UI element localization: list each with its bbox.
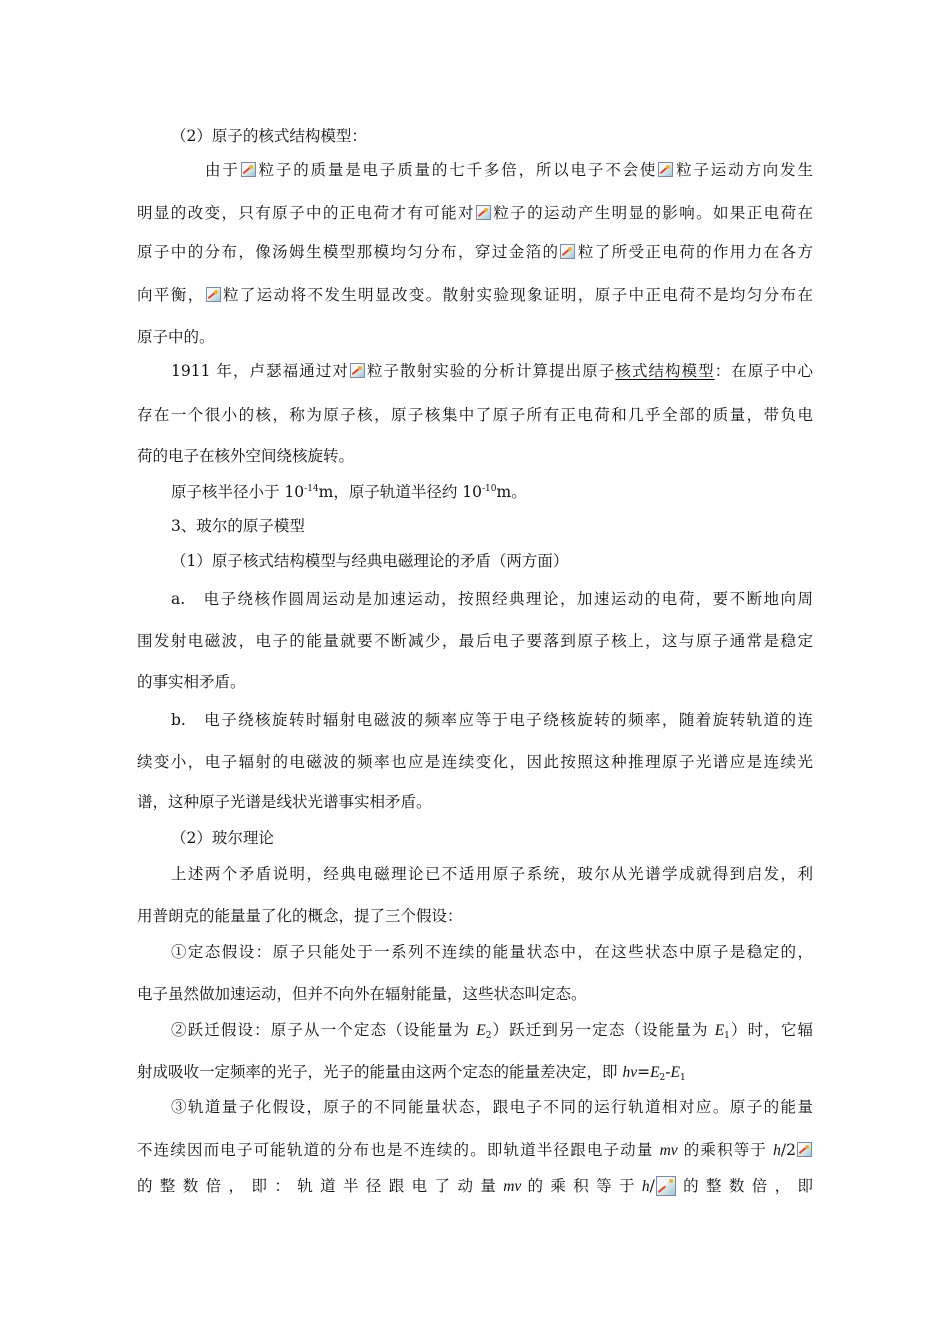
text: ）时，它辐 xyxy=(729,1021,813,1039)
paragraph-line: 续变小，电子辐射的电磁波的频率也应是连续变化，因此按照这种推理原子光谱应是连续光 xyxy=(137,753,813,771)
math-var: E xyxy=(714,1022,725,1039)
broken-image-icon xyxy=(350,363,365,378)
paragraph-line xyxy=(205,160,813,180)
subscript: 2 xyxy=(659,1073,666,1083)
paragraph-line: 原子中的。 xyxy=(137,328,215,346)
paragraph-line: a. 电子绕核作圆周运动是加速运动，按照经典理论，加速运动的电荷，要不断地向周 xyxy=(171,590,813,608)
broken-image-icon xyxy=(241,162,256,177)
paragraph-line xyxy=(171,482,813,502)
math-var: E xyxy=(670,1064,680,1081)
math-var: E xyxy=(476,1022,486,1039)
math-var: h xyxy=(641,1178,650,1195)
superscript: -14 xyxy=(304,484,319,494)
text: 的 整 数 倍 ， 即 xyxy=(676,1177,814,1195)
math-var: mv xyxy=(503,1178,522,1195)
paragraph-line: ①定态假设：原子只能处于一系列不连续的能量状态中，在这些状态中原子是稳定的， xyxy=(171,943,813,961)
text: 射成吸收一定频率的光子，光子的能量由这两个定态的能量差决定，即 xyxy=(137,1063,623,1081)
broken-image-icon xyxy=(656,1176,676,1196)
text: 由于 xyxy=(205,161,240,179)
subsection-heading-bohr-theory: （2）玻尔理论 xyxy=(171,829,274,847)
paragraph-line: 谱，这种原子光谱是线状光谱事实相矛盾。 xyxy=(137,793,432,811)
paragraph-line xyxy=(137,203,813,223)
paragraph-line xyxy=(137,1176,813,1197)
subsection-heading-contradiction: （1）原子核式结构模型与经典电磁理论的矛盾（两方面） xyxy=(171,552,569,570)
section-heading-nuclear-model: （2）原子的核式结构模型： xyxy=(171,127,367,145)
text: 1911 年，卢瑟福通过对 xyxy=(171,362,349,380)
text: 粒了运动将不发生明显改变。散射实验现象证明，原子中正电荷不是均匀分布在 xyxy=(221,286,813,304)
superscript: -10 xyxy=(482,484,497,494)
broken-image-icon xyxy=(206,287,221,302)
paragraph-line: 上述两个矛盾说明，经典电磁理论已不适用原子系统，玻尔从光谱学成就得到启发，利 xyxy=(171,865,813,883)
paragraph-line: ③轨道量子化假设，原子的不同能量状态，跟电子不同的运行轨道相对应。原子的能量 xyxy=(171,1098,813,1116)
text: / xyxy=(649,1177,655,1195)
text: 原子中的分布，像汤姆生模型那模均匀分布，穿过金箔的 xyxy=(137,243,560,261)
subscript: 1 xyxy=(724,1031,730,1041)
text: 粒子的运动产生明显的影响。如果正电荷在 xyxy=(491,204,813,222)
text: - xyxy=(665,1063,671,1081)
paragraph-line: 荷的电子在核外空间绕核旋转。 xyxy=(137,447,355,465)
paragraph-line xyxy=(171,361,813,381)
text: ②跃迁假设：原子从一个定态（设能量为 xyxy=(171,1021,477,1039)
text: 不连续因而电子可能轨道的分布也是不连续的。即轨道半径跟电子动量 xyxy=(137,1141,660,1159)
paragraph-line: b. 电子绕核旋转时辐射电磁波的频率应等于电子绕核旋转的频率，随着旋转轨道的连 xyxy=(171,711,813,729)
text: 粒子散射实验的分析计算提出原子 xyxy=(365,362,616,380)
paragraph-line xyxy=(137,285,813,305)
text: m，原子轨道半径约 10 xyxy=(318,483,483,501)
paragraph-line: 围发射电磁波，电子的能量就要不断减少，最后电子要落到原子核上，这与原子通常是稳定 xyxy=(137,632,813,650)
paragraph-line: 存在一个很小的核，称为原子核，原子核集中了原子所有正电荷和几乎全部的质量，带负电 xyxy=(137,406,813,424)
text: 粒子的质量是电子质量的七千多倍，所以电子不会使 xyxy=(256,161,658,179)
paragraph-line xyxy=(137,1062,813,1083)
text: 的 乘 积 等 于 xyxy=(521,1177,642,1195)
text: 的乘积等于 xyxy=(677,1141,774,1159)
math-var: hv xyxy=(622,1064,638,1081)
subscript: 2 xyxy=(485,1031,492,1041)
math-var: E xyxy=(650,1064,660,1081)
broken-image-icon xyxy=(560,244,575,259)
math-var: h xyxy=(773,1142,781,1159)
text: ：在原子中心 xyxy=(714,362,813,380)
broken-image-icon xyxy=(797,1142,812,1157)
math-var: mv xyxy=(659,1142,678,1159)
text: 的 整 数 倍 ， 即 ： 轨 道 半 径 跟 电 了 动 量 xyxy=(137,1177,504,1195)
text: ）跃迁到另一定态（设能量为 xyxy=(491,1021,715,1039)
text: 原子核半径小于 10 xyxy=(171,483,305,501)
text: 粒了所受正电荷的作用力在各方 xyxy=(576,243,813,261)
section-heading-bohr-model: 3、玻尔的原子模型 xyxy=(171,517,305,535)
text: /2 xyxy=(780,1141,796,1159)
subscript: 1 xyxy=(680,1073,686,1083)
text: 向平衡， xyxy=(137,286,205,304)
broken-image-icon xyxy=(658,162,673,177)
paragraph-line: 用普朗克的能量量了化的概念，提了三个假设： xyxy=(137,907,463,925)
text: m。 xyxy=(496,483,527,501)
paragraph-line xyxy=(171,1020,813,1041)
text: 粒子运动方向发生 xyxy=(674,161,813,179)
paragraph-line xyxy=(137,1140,813,1161)
text: = xyxy=(637,1063,651,1081)
text: 明显的改变，只有原子中的正电荷才有可能对 xyxy=(137,204,475,222)
broken-image-icon xyxy=(476,205,491,220)
paragraph-line xyxy=(137,242,813,262)
underlined-term: 核式结构模型 xyxy=(615,362,715,380)
paragraph-line: 的事实相矛盾。 xyxy=(137,673,246,691)
paragraph-line: 电子虽然做加速运动，但并不向外在辐射能量，这些状态叫定态。 xyxy=(137,985,587,1003)
